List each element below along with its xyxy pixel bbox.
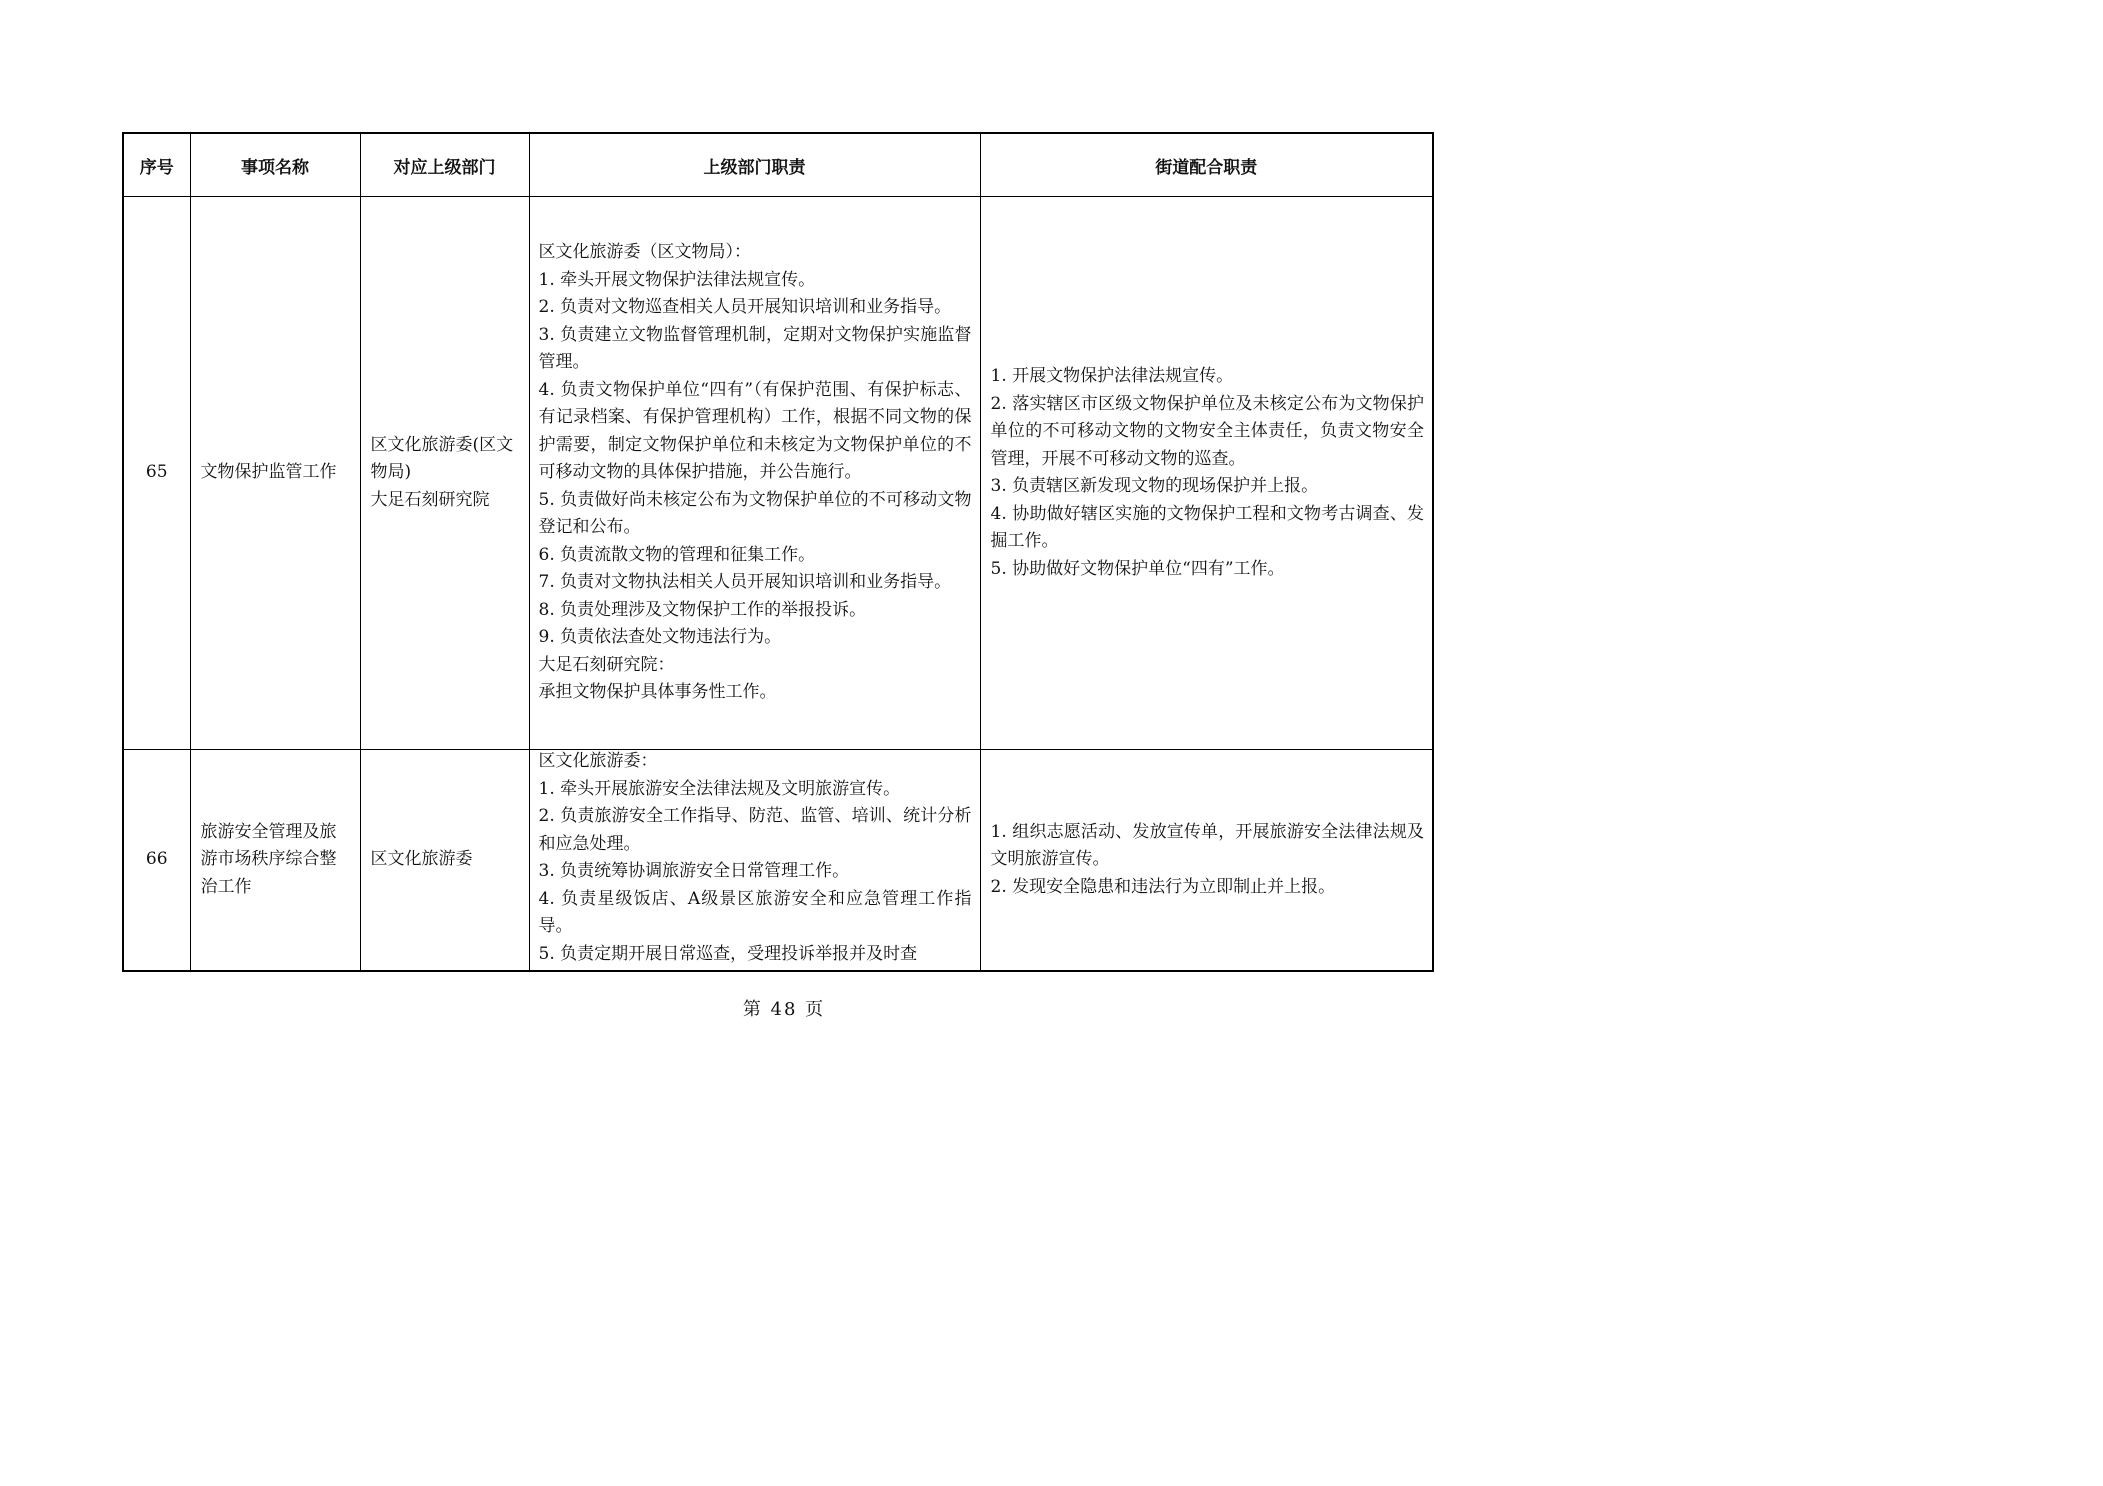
row-superior-dept — [360, 750, 529, 972]
row-street-duties — [980, 197, 1433, 750]
duty-line: 区文化旅游委（区文物局）： — [538, 242, 751, 263]
duty-line: 大足石刻研究院： — [538, 654, 675, 675]
duty-line: 1. 牵头开展文物保护法律法规宣传。 — [538, 269, 816, 290]
duty-line: 3. 负责统筹协调旅游安全日常管理工作。 — [538, 861, 850, 881]
duty-line: 1. 牵头开展旅游安全法律法规及文明旅游宣传。 — [538, 778, 901, 799]
header-superior-duties: 上级部门职责 — [529, 133, 980, 197]
duty-line: 7. 负责对文物执法相关人员开展知识培训和业务指导。 — [538, 572, 952, 593]
header-item-name: 事项名称 — [190, 133, 360, 197]
street-line: 2. 发现安全隐患和违法行为立即制止并上报。 — [990, 876, 1336, 897]
street-line: 1. 开展文物保护法律法规宣传。 — [990, 366, 1234, 386]
table-row — [123, 197, 1433, 750]
row-seq: 65 — [123, 197, 190, 750]
duty-line: 承担文物保护具体事务性工作。 — [538, 682, 777, 703]
page-number: 第 48 页 — [742, 999, 826, 1020]
street-line: 2. 落实辖区市区级文物保护单位及未核定公布为文物保护单位的不可移动文物的文物安全主体责任，负责文物安全管理，开展不可移动文物的巡查。 — [990, 393, 1424, 469]
duty-line: 5. 负责定期开展日常巡查，受理投诉举报并及时查 — [538, 943, 918, 964]
duty-line: 4. 负责文物保护单位“四有”（有保护范围、有保护标志、有记录档案、有保护管理机构）工作，根据不同文物的保护需要，制定文物保护单位和未核定为文物保护单位的不可移动文物的具体保护措施，并公告施行。 — [538, 379, 972, 483]
responsibility-table — [122, 132, 1434, 972]
row-street-duties — [980, 750, 1433, 972]
row-item-name: 旅游安全管理及旅游市场秩序综合整治工作 — [190, 750, 360, 972]
row-seq: 66 — [123, 750, 190, 972]
table-header-row — [123, 133, 1433, 197]
dept-line: 区文化旅游委(区文物局) — [370, 434, 514, 483]
street-line: 3. 负责辖区新发现文物的现场保护并上报。 — [990, 476, 1319, 496]
duty-line: 2. 负责旅游安全工作指导、防范、监管、培训、统计分析和应急处理。 — [538, 806, 972, 854]
row-superior-dept — [360, 197, 529, 750]
street-line: 5. 协助做好文物保护单位“四有”工作。 — [990, 558, 1285, 579]
duty-line: 3. 负责建立文物监督管理机制，定期对文物保护实施监督管理。 — [538, 324, 972, 373]
header-street-duties: 街道配合职责 — [980, 133, 1433, 197]
duty-line: 8. 负责处理涉及文物保护工作的举报投诉。 — [538, 599, 867, 620]
duty-line: 区文化旅游委： — [538, 751, 658, 771]
duty-line: 6. 负责流散文物的管理和征集工作。 — [538, 544, 816, 565]
row-item-name: 文物保护监管工作 — [190, 197, 360, 750]
row-superior-duties — [529, 197, 980, 750]
duty-line: 9. 负责依法查处文物违法行为。 — [538, 627, 782, 648]
table-row — [123, 750, 1433, 972]
header-seq: 序号 — [123, 133, 190, 197]
duty-line: 5. 负责做好尚未核定公布为文物保护单位的不可移动文物登记和公布。 — [538, 489, 972, 538]
row-superior-duties — [529, 750, 980, 972]
dept-line: 大足石刻研究院 — [370, 489, 490, 510]
street-line: 1. 组织志愿活动、发放宣传单，开展旅游安全法律法规及文明旅游宣传。 — [990, 821, 1424, 870]
duty-line: 4. 负责星级饭店、A级景区旅游安全和应急管理工作指导。 — [538, 888, 972, 936]
header-superior-dept: 对应上级部门 — [360, 133, 529, 197]
duty-line: 2. 负责对文物巡查相关人员开展知识培训和业务指导。 — [538, 297, 952, 318]
dept-line: 区文化旅游委 — [370, 849, 473, 870]
street-line: 4. 协助做好辖区实施的文物保护工程和文物考古调查、发掘工作。 — [990, 503, 1424, 551]
